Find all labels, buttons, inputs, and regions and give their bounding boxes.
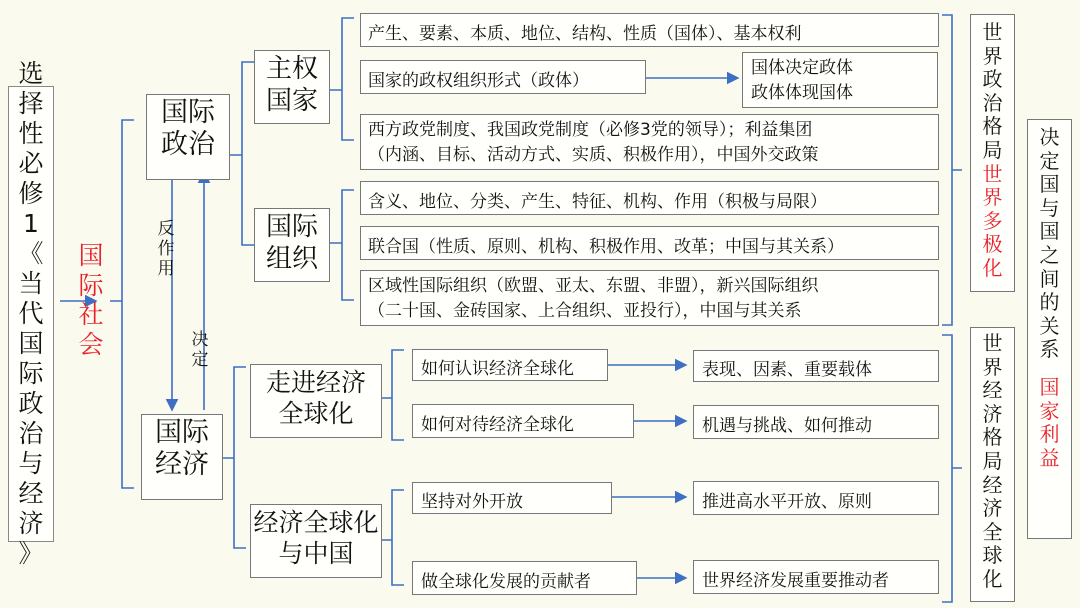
international-economy-label: 国际 经济 — [155, 417, 209, 481]
econ-c1-target — [693, 481, 939, 515]
glob-china-box — [250, 504, 382, 578]
econ-g1-text: 如何认识经济全球化 — [421, 359, 574, 379]
io-item-basics — [360, 181, 939, 215]
sovereign-state-label: 主权 国家 — [265, 54, 318, 116]
econ-c2-text: 做全球化发展的贡献者 — [421, 572, 591, 592]
ss-item-regime-text: 国家的政权组织形式（政体） — [368, 71, 589, 91]
io-item-un-text: 联合国（性质、原则、机构、积极作用、改革；中国与其关系） — [368, 237, 844, 257]
sovereign-state-box — [254, 50, 330, 124]
glob-china-label: 经济全球化 与中国 — [253, 508, 379, 568]
international-economy-box — [141, 414, 223, 500]
econ-g1 — [412, 349, 608, 381]
globalization-label: 走进经济 全球化 — [265, 368, 366, 428]
io-item-regional-text: 区域性国际组织（欧盟、亚太、东盟、非盟），新兴国际组织 （二十国、金砖国家、上合组织、亚投行），中国与其关系 — [368, 276, 819, 321]
econ-g2-text: 如何对待经济全球化 — [421, 415, 574, 435]
econ-g2-target — [693, 405, 939, 439]
national-relations-box — [1027, 119, 1072, 539]
relation-label: 决 定 国 与 国 之 间 的 关 系 — [1039, 125, 1060, 362]
counteraction-label: 反 作 用 — [157, 218, 175, 280]
international-politics-box — [146, 94, 230, 180]
ss-item-basics — [360, 13, 939, 47]
io-item-basics-text: 含义、地位、分类、产生、特征、机构、作用（积极与局限） — [368, 192, 827, 212]
econ-g2 — [412, 404, 634, 438]
econ-g1-target — [693, 350, 939, 382]
econ-c1 — [412, 482, 612, 514]
determines-label: 决 定 — [191, 329, 209, 370]
multipolar-label: 世 界 多 极 化 — [982, 161, 1003, 280]
econ-c2 — [412, 561, 637, 595]
ss-regime-target-text: 国体决定政体 政体体现国体 — [751, 58, 853, 103]
ss-item-parties — [360, 114, 939, 170]
econ-g1-target-text: 表现、因素、重要载体 — [702, 360, 872, 380]
intl-org-box — [254, 208, 330, 282]
ss-regime-target — [742, 52, 938, 108]
ss-item-regime — [360, 60, 646, 94]
root-course-title: 选 择 性 必 修 1 《 当 代 国 际 政 治 与 经 济 》 — [8, 86, 54, 542]
economic-pattern-label: 世 界 经 济 格 局 — [982, 331, 1003, 473]
io-item-un — [360, 226, 939, 260]
national-interest-label: 国 家 利 益 — [1039, 374, 1060, 470]
econ-c1-text: 坚持对外开放 — [421, 492, 523, 512]
international-society-label: 国 际 社 会 — [78, 241, 104, 359]
economic-pattern-box — [970, 327, 1015, 602]
ss-item-parties-text: 西方政党制度、我国政党制度（必修3党的领导）；利益集团 （内涵、目标、活动方式、实质、积极作用），中国外交政策 — [368, 120, 819, 165]
econ-c2-target — [693, 560, 939, 594]
econ-globalization-label: 经 济 全 球 化 — [982, 472, 1003, 591]
political-pattern-label: 世 界 政 治 格 局 — [982, 20, 1003, 162]
io-item-regional — [360, 270, 939, 326]
econ-g2-target-text: 机遇与挑战、如何推动 — [702, 416, 872, 436]
econ-c1-target-text: 推进高水平开放、原则 — [702, 492, 872, 512]
international-politics-label: 国际 政治 — [161, 97, 215, 161]
intl-org-label: 国际 组织 — [265, 212, 318, 274]
political-pattern-box — [970, 14, 1015, 292]
ss-item-basics-text: 产生、要素、本质、地位、结构、性质（国体）、基本权利 — [368, 24, 802, 44]
econ-c2-target-text: 世界经济发展重要推动者 — [702, 571, 889, 591]
globalization-box — [250, 364, 382, 438]
